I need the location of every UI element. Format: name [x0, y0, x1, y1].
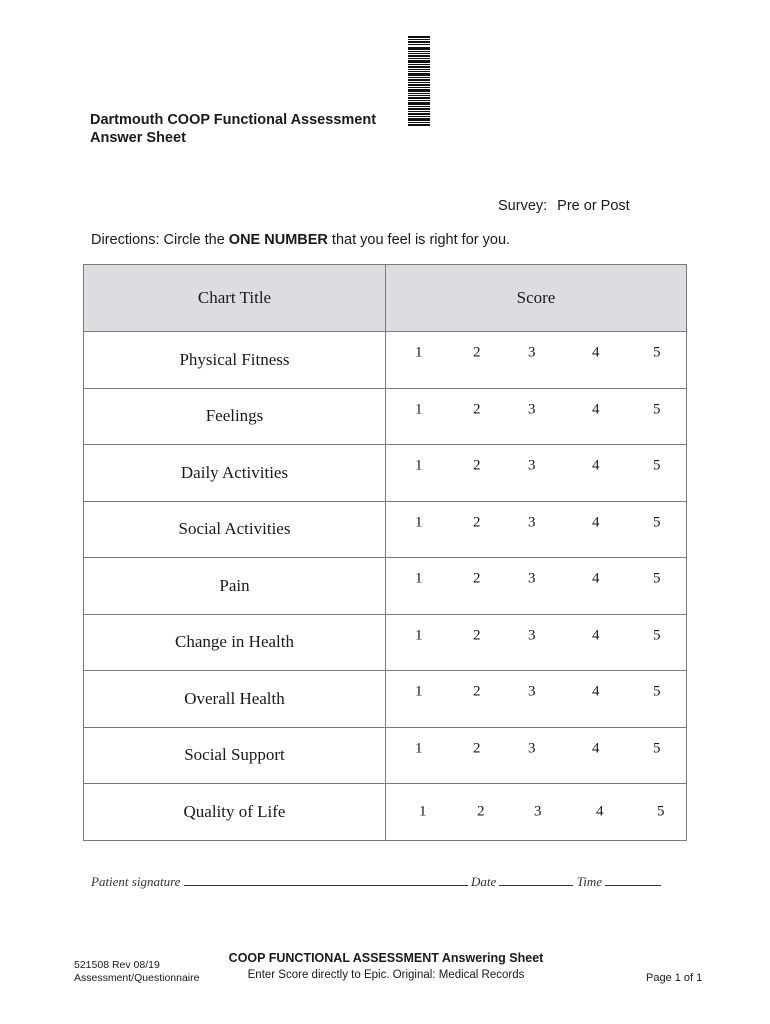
footer-title-rest: Answering Sheet	[438, 951, 544, 965]
score-option[interactable]: 5	[653, 514, 661, 531]
score-option[interactable]: 5	[653, 344, 661, 361]
score-option[interactable]: 2	[473, 401, 481, 418]
score-options-cell	[386, 671, 687, 728]
document-title-line1: Dartmouth COOP Functional Assessment	[90, 112, 377, 128]
score-option[interactable]: 1	[419, 803, 427, 820]
score-option[interactable]: 4	[592, 740, 600, 757]
directions-prefix: Directions: Circle the	[91, 232, 229, 248]
score-option[interactable]: 1	[415, 457, 423, 474]
score-option[interactable]: 3	[528, 570, 536, 587]
score-option[interactable]: 3	[528, 514, 536, 531]
table-row	[84, 727, 687, 784]
score-options-cell	[386, 445, 687, 502]
score-option[interactable]: 1	[415, 344, 423, 361]
time-field[interactable]	[605, 873, 661, 886]
score-option[interactable]: 1	[415, 514, 423, 531]
score-option[interactable]: 3	[528, 457, 536, 474]
form-number: 521508 Rev 08/19	[74, 959, 160, 971]
table-row	[84, 445, 687, 502]
column-header-chart-title: Chart Title	[84, 265, 386, 332]
time-label: Time	[576, 874, 603, 889]
score-option[interactable]: 3	[528, 344, 536, 361]
table-row	[84, 671, 687, 728]
score-option[interactable]: 2	[473, 457, 481, 474]
score-options-cell	[386, 727, 687, 784]
score-option[interactable]: 4	[592, 344, 600, 361]
chart-title-cell: Social Support	[84, 727, 386, 784]
barcode-image	[408, 36, 430, 126]
score-option[interactable]: 3	[534, 803, 542, 820]
score-option[interactable]: 4	[592, 514, 600, 531]
signature-line	[91, 873, 661, 890]
patient-signature-field[interactable]	[184, 873, 468, 886]
score-option[interactable]: 5	[653, 683, 661, 700]
score-options-cell	[386, 388, 687, 445]
score-option[interactable]: 3	[528, 401, 536, 418]
footer-center	[186, 951, 586, 981]
score-option[interactable]: 2	[473, 683, 481, 700]
score-option[interactable]: 5	[653, 457, 661, 474]
chart-title-cell: Overall Health	[84, 671, 386, 728]
score-option[interactable]: 2	[477, 803, 485, 820]
date-field[interactable]	[499, 873, 573, 886]
score-option[interactable]: 4	[592, 457, 600, 474]
score-option[interactable]: 2	[473, 514, 481, 531]
survey-line	[498, 198, 630, 214]
directions	[91, 232, 510, 248]
score-option[interactable]: 5	[653, 570, 661, 587]
page-number: Page 1 of 1	[646, 972, 703, 984]
table-row	[84, 614, 687, 671]
score-option[interactable]: 1	[415, 740, 423, 757]
score-option[interactable]: 5	[657, 803, 665, 820]
chart-title-cell: Feelings	[84, 388, 386, 445]
chart-title-cell: Pain	[84, 558, 386, 615]
score-option[interactable]: 4	[592, 570, 600, 587]
score-option[interactable]: 4	[592, 401, 600, 418]
score-option[interactable]: 4	[596, 803, 604, 820]
score-option[interactable]: 5	[653, 401, 661, 418]
chart-title-cell: Change in Health	[84, 614, 386, 671]
table-row	[84, 784, 687, 841]
footer-form-info	[74, 959, 199, 985]
document-title	[90, 111, 376, 147]
footer-instruction: Enter Score directly to Epic. Original: Medical Records	[247, 969, 525, 981]
score-options-cell	[386, 558, 687, 615]
patient-signature-label: Patient signature	[91, 874, 181, 889]
survey-label: Survey:	[498, 198, 548, 214]
score-options-cell	[386, 332, 687, 389]
column-header-score: Score	[386, 265, 687, 332]
score-option[interactable]: 4	[592, 683, 600, 700]
table-row	[84, 558, 687, 615]
score-options-cell	[386, 614, 687, 671]
directions-emphasis: ONE NUMBER	[228, 232, 328, 248]
table-header-row	[84, 265, 687, 332]
score-option[interactable]: 2	[473, 740, 481, 757]
score-table	[83, 264, 687, 841]
score-option[interactable]: 1	[415, 683, 423, 700]
score-option[interactable]: 2	[473, 627, 481, 644]
date-label: Date	[470, 874, 497, 889]
score-options-cell	[386, 501, 687, 558]
score-option[interactable]: 5	[653, 740, 661, 757]
chart-title-cell: Quality of Life	[84, 784, 386, 841]
score-options-cell	[386, 784, 687, 841]
footer-title-bold: COOP FUNCTIONAL ASSESSMENT	[228, 951, 439, 965]
chart-title-cell: Physical Fitness	[84, 332, 386, 389]
score-option[interactable]: 3	[528, 683, 536, 700]
score-option[interactable]: 1	[415, 627, 423, 644]
score-option[interactable]: 4	[592, 627, 600, 644]
table-row	[84, 388, 687, 445]
chart-title-cell: Daily Activities	[84, 445, 386, 502]
score-option[interactable]: 2	[473, 570, 481, 587]
score-option[interactable]: 1	[415, 570, 423, 587]
table-row	[84, 332, 687, 389]
score-option[interactable]: 1	[415, 401, 423, 418]
score-option[interactable]: 5	[653, 627, 661, 644]
chart-title-cell: Social Activities	[84, 501, 386, 558]
survey-value[interactable]: Pre or Post	[557, 198, 630, 214]
score-option[interactable]: 2	[473, 344, 481, 361]
table-row	[84, 501, 687, 558]
document-title-line2: Answer Sheet	[90, 130, 186, 146]
score-option[interactable]: 3	[528, 627, 536, 644]
footer-title	[186, 951, 586, 965]
form-type: Assessment/Questionnaire	[74, 972, 200, 984]
score-option[interactable]: 3	[528, 740, 536, 757]
directions-suffix: that you feel is right for you.	[327, 232, 511, 248]
